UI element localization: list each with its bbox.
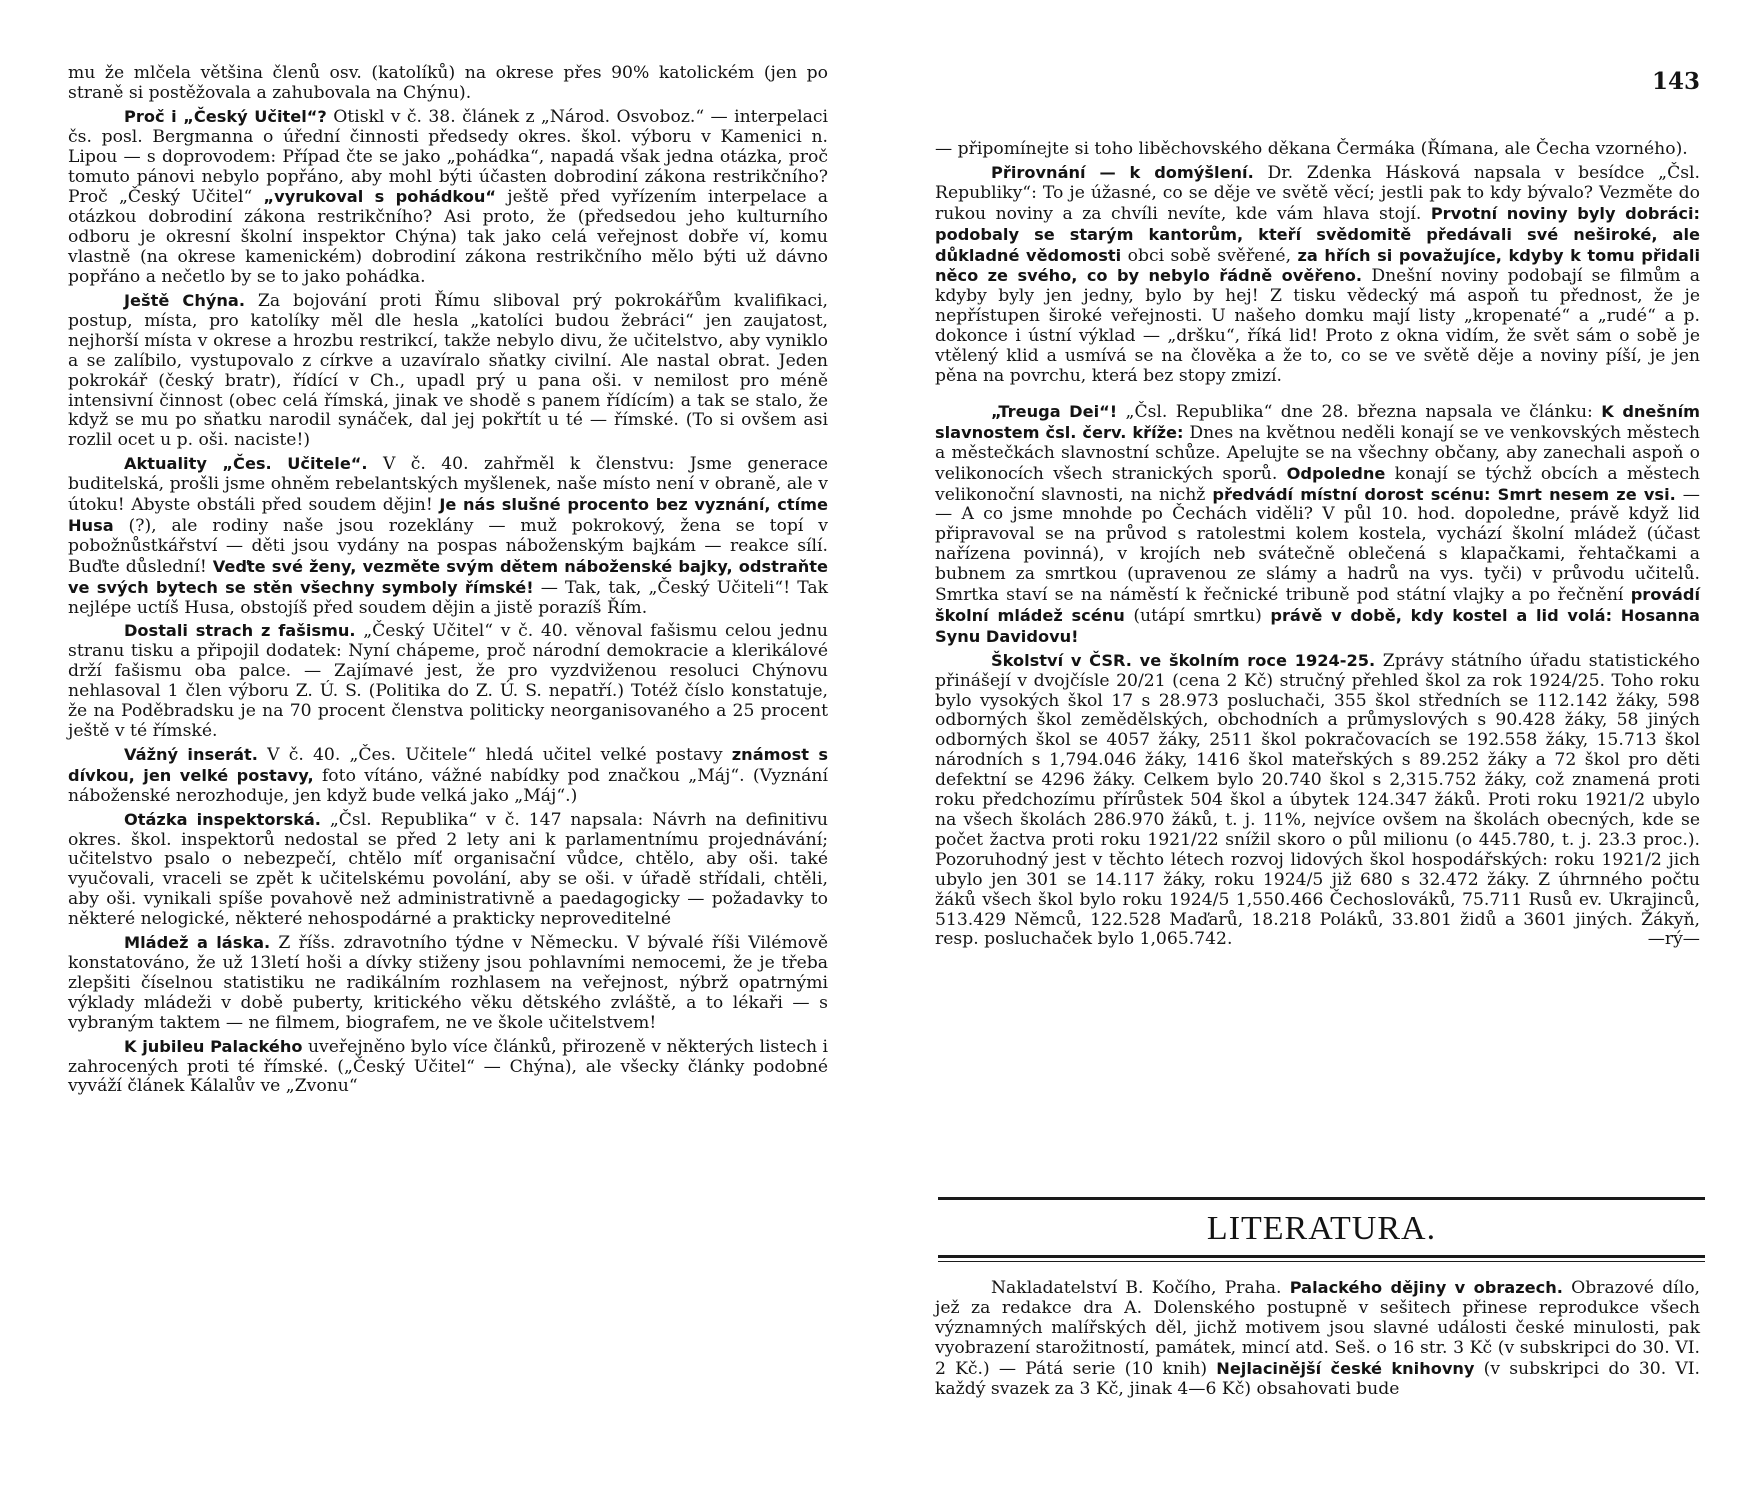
bold-run: za hřích si považujíce, kdyby k tomu přidali něco ze svého, co by nebylo řádně ověřeno. — [935, 245, 1700, 286]
bold-run: právě v době, kdy kostel a lid volá: Hosanna Synu Davidovu! — [935, 605, 1700, 646]
text-run: foto vítáno, vážné nabídky pod značkou „Máj“. (Vyznání náboženské nerozhoduje, jen když bude velká jako „Máj“.) — [68, 765, 828, 806]
article-paragraph — [935, 402, 1700, 648]
text-run: — připomínejte si toho liběchovského děkana Čermáka (Římana, ale Čecha vzorného). — [935, 139, 1688, 159]
article-paragraph — [935, 140, 1700, 160]
bold-run: Otázka inspektorská. — [124, 809, 321, 829]
text-run: Dnešní noviny podobají se filmům a kdyby byly jen jedny, bylo by hej! Z tisku vědecký má aspoň tu přednost, že je nepřístupen široké veřejnosti. U našeho domku mají listy „kropenaté“ a „rudé“ a p. dokonce i ústní výklad — „dršku“, říká lid! Proto z okna vidím, že svět sám o sobě je vtělený klid a usmívá se na člověka a že to, co se ve světě děje a noviny píší, je jen pěna na povrchu, která bez stopy zmizí. — [935, 266, 1700, 386]
bold-run: Školství v ČSR. ve školním roce 1924-25. — [991, 650, 1376, 670]
bold-run: Odpoledne — [1286, 463, 1386, 483]
section-rule-bottom-thin — [938, 1261, 1705, 1262]
article-paragraph — [68, 810, 828, 930]
right-column-top — [935, 140, 1700, 953]
text-run: (?), ale rodiny naše jsou rozeklány — muž pokrokový, žena se topí v pobožnůstkářství — děti jsou vydány na pospas náboženským bajkám — reakce sílí. Buďte důslední! — [68, 515, 828, 577]
bold-run: provádí školní mládež scénu — [935, 585, 1700, 625]
text-run: mu že mlčela většina členů osv. (katolíků) na okrese přes 90% katolickém (jen po straně si postěžovala a zahubovala na Chýnu). — [68, 63, 828, 103]
bold-run: známost s dívkou, jen velké postavy, — [68, 744, 828, 785]
text-run: Otiskl v č. 38. článek z „Národ. Osvoboz.“ — interpelaci čs. posl. Bergmanna o úřední činnosti předsedy okres. škol. výboru v Kamenici n. Lipou — s doprovodem: Případ čte se jako „pohádka“, napadá však jedna otázka, proč tomuto pánovi nebylo popřáno, aby mohl býti účasten dobrodiní zákona restrikčního? Proč „Český Učitel“ — [68, 106, 828, 208]
article-paragraph — [935, 163, 1700, 387]
bold-run: Přirovnání — k domýšlení. — [991, 162, 1254, 182]
text-run: (v subskripci do 30. VI. každý svazek za 3 Kč, jinak 4—6 Kč) obsahovati bude — [935, 1358, 1700, 1399]
page-number: 143 — [1651, 68, 1700, 95]
section-rule-top — [938, 1197, 1705, 1200]
bold-run: Ještě Chýna. — [124, 290, 245, 310]
text-run: „Český Učitel“ v č. 40. věnoval fašismu celou jednu stranu tisku a připojil dodatek: Nyní chápeme, proč národní demokracie a klerikálové drží fašismu oba palce. — Zajímavé jest, že pro vyzdviženou resoluci Chýnovu nehlasoval 1 člen výboru Z. Ú. S. (Politika do Z. Ú. S. nepatří.) Totéž číslo konstatuje, že na Poděbradsku je na 70 procent členstva politicky neorganisovaného a 25 procent ještě v té římské. — [68, 621, 828, 741]
article-paragraph — [68, 933, 828, 1034]
article-paragraph — [935, 651, 1700, 951]
section-heading: LITERATURA. — [1206, 1210, 1437, 1247]
bold-run: „vyrukoval s pohádkou“ — [263, 187, 497, 207]
text-run: konají se týchž obcích a městech velikonoční slavnosti, na nichž — [935, 463, 1701, 505]
bold-run: K dnešním slavnostem čsl. červ. kříže: — [935, 401, 1700, 442]
bold-run: předvádí místní dorost scénu: Smrt nesem ze vsi. — [1212, 484, 1676, 504]
text-run: V č. 40. zahřměl k členstvu: Jsme generace buditelská, prošli jsme ohněm rebelantských myšlenek, naše místo není v obraně, ale v útoku! Abyste obstáli před soudem dějin! — [68, 454, 828, 516]
bold-run: Prvotní noviny byly dobráci: podobaly se starým kantorům, kteří svědomitě předávali své neširoké, ale důkladné vědomosti — [935, 203, 1700, 265]
text-run: — Tak, tak, „Český Učiteli“! Tak nejlépe uctíš Husa, obstojíš před soudem dějin a jistě porazíš Řím. — [68, 577, 828, 618]
right-column-bottom — [935, 1278, 1700, 1402]
text-run: Za bojování proti Římu sliboval prý pokrokářům kvalifikaci, postup, místa, pro katolíky měl dle hesla „katolíci budou žebráci“ jen zaujatost, nejhorší místa v okrese a hrozbu restrikcí, takže nebylo divu, že učitelstvo, aby vyniklo a se zalíbilo, vystupovalo z církve a uzavíralo sňatky civilní. Ale nastal obrat. Jeden pokrokář (český bratr), řídící v Ch., upadl prý u pana oši. v nemilost pro méně intensivní činnost (obec celá římská, jinak ve shodě s panem řídícím) a tak se stalo, že když se mu po sňatku narodil synáček, dal jej pokřtít u té — římské. (To si ovšem asi rozlil ocet u p. oši. naciste!) — [68, 290, 829, 451]
article-paragraph — [935, 1278, 1700, 1399]
bold-run: Vážný inserát. — [124, 744, 258, 764]
text-run: — — A co jsme mnohde po Čechách viděli? V půl 10. hod. dopoledne, právě když lid připravoval se na průvod s ratolestmi kolem kostela, vychází školní mládež (účast nařízena povinná), v krojích neb svátečně oblečená s klapačkami, řehtačkami a bubnem za smrtkou (upravenou ze slámy a hadrů na vys. tyči) v průvodu učitelů. Smrtka staví se na náměstí k řečnické tribuně pod státní vlajky a po řečnění — [935, 484, 1700, 606]
text-run: Nakladatelství B. Kočího, Praha. — [991, 1278, 1290, 1298]
bold-run: Mládež a láska. — [124, 933, 271, 953]
author-signature: —rý— — [1647, 929, 1700, 950]
text-run: „Čsl. Republika“ v č. 147 napsala: Návrh na definitivu okres. škol. inspektorů nedostal se před 2 lety ani k parlamentnímu projednávání; učitelstvo psalo o nebezpečí, chtělo míť organisační vůdce, chtělo, aby oši. také vyučovali, vraceli se zpět k učitelskému povolání, aby se oši. v úřadě střídali, chtěli, aby oši. vynikali spíše povahově než administrativně a paedagogicky — požadavky to některé nelogické, některé nehospodárné a prakticky neproveditelné — [68, 809, 828, 930]
text-run: Obrazové dílo, jež za redakce dra A. Dolenského postupně v sešitech přinese reprodukce všech významných malířských děl, jichž motivem jsou slavné události české minulosti, pak vyobrazení starožitností, památek, mincí atd. Seš. o 16 str. 3 Kč (v subskripci do 30. VI. 2 Kč.) — Pátá serie (10 knih) — [935, 1278, 1701, 1379]
article-paragraph — [68, 621, 828, 741]
text-run: Dr. Zdenka Hásková napsala v besídce „Čsl. Republiky“: To je úžasné, co se děje ve světě věcí; jestli pak to kdy bývalo? Vezměte do rukou noviny a za chvíli nevíte, kde vám hlava stojí. — [935, 162, 1701, 224]
text-run: obci sobě svěřené, — [1121, 245, 1298, 266]
article-paragraph — [68, 745, 828, 807]
article-paragraph — [68, 291, 828, 451]
bold-run: Dostali strach z fašismu. — [124, 621, 356, 641]
text-run: (utápí smrtku) — [1124, 605, 1271, 626]
right-page — [875, 0, 1750, 1501]
bold-run: Nejlacinější české knihovny — [1216, 1358, 1475, 1378]
text-run: Z říšs. zdravotního týdne v Německu. V bývalé říši Vilémově konstatováno, že už 13letí hoši a dívky stiženy jsou pohlavními nemocemi, že je třeba zlepšiti číselnou statistiku ne radikálním rozhlasem na veřejnost, nýbrž opatrnými výklady mládeži v době puberty, kritického věku dětského zvláště, a to lékaři — s vybraným taktem — ne filmem, biografem, ne ve škole učitelstvem! — [68, 933, 828, 1033]
bold-run: Palackého dějiny v obrazech. — [1289, 1278, 1563, 1297]
text-run: Dnes na květnou neděli konají se ve venkovských městech a městečkách slavnostní schůze. Apelujte se na všechny občany, aby zanechali aspoň o velikonocích všech stranických sporů. — [935, 422, 1700, 484]
article-paragraph — [68, 64, 828, 104]
paragraph-spacer — [935, 390, 1700, 402]
text-run: Zprávy státního úřadu statistického přinášejí v dvojčísle 20/21 (cena 2 Kč) stručný přehled škol za rok 1924/25. Toho roku bylo vysokých škol 17 s 28.973 posluchači, 355 škol středních se 112.142 žáky, 598 odborných škol zemědělských, obchodních a průmyslových s 90.428 žáky, 58 jiných odborných škol se 4057 žáky, 2511 škol pokračovacích se 192.558 žáky, 15.713 škol národních s 1,794.046 žáky, 1416 škol mateřských s 89.252 žáky a 72 škol pro děti defektní se 4296 žáky. Celkem bylo 20.740 škol s 2,315.752 žáky, což znamená proti roku předchozímu přírůstek 504 škol a úbytek 124.347 žáků. Proti roku 1921/2 ubylo na všech školách 286.970 žáků, t. j. 11%, nejvíce ovšem na školách obecných, kde se počet žactva proti roku 1921/22 snížil skoro o půl milionu (o 445.780, t. j. 23.3 proc.). Pozoruhodný jest v těchto létech rozvoj lidových škol hospodářských: roku 1921/2 jich ubylo jen 301 se 14.117 žáky, roku 1924/5 již 680 s 32.472 žáky. Z úhrnného počtu žáků všech škol bylo roku 1924/5 1,550.466 Čechoslováků, 75.711 Rusů ev. Ukrajinců, 513.429 Němců, 122.528 Maďarů, 18.218 Poláků, 33.801 židů a 3601 jiných. Žákyň, resp. posluchaček bylo 1,065.742. — [935, 650, 1701, 950]
bold-run: K jubileu Palackého — [124, 1036, 303, 1056]
bold-run: Je nás slušné procento bez vyznání, ctíme Husa — [68, 495, 828, 535]
bold-run: Aktuality „Čes. Učitele“. — [124, 454, 368, 474]
text-run: uveřejněno bylo více článků, přirozeně v některých listech i zahrocených proti té římské. („Český Učitel“ — Chýna), ale všecky články podobné vyváží článek Kálalův ve „Zvonu“ — [68, 1036, 829, 1097]
text-run: „Čsl. Republika“ dne 28. března napsala ve článku: — [1117, 401, 1602, 422]
article-paragraph — [68, 1037, 828, 1098]
bold-run: „Treuga Dei“! — [991, 401, 1118, 421]
bold-run: Proč i „Český Učitel“? — [124, 106, 327, 126]
left-column — [68, 64, 828, 1100]
article-paragraph — [68, 107, 828, 288]
bold-run: Veďte své ženy, vezměte svým dětem náboženské bajky, odstraňte ve svých bytech se stěn všechny symboly římské! — [68, 556, 828, 597]
section-rule-bottom — [938, 1255, 1705, 1258]
text-run: V č. 40. „Čes. Učitele“ hledá učitel velké postavy — [257, 744, 732, 765]
article-paragraph — [68, 454, 828, 618]
text-run: ještě před vyřízením interpelace a otázkou dobrodiní zákona restrikčního? Asi proto, že (předsedou jeho kulturního odboru je okresní školní inspektor Chýna) tak jako celá veřejnost dobře ví, komu vlastně (na okrese kamenickém) dobrodiní zákona restrikčního mělo býti už dávno popřáno a nečetlo by se to jako pohádka. — [68, 187, 828, 288]
